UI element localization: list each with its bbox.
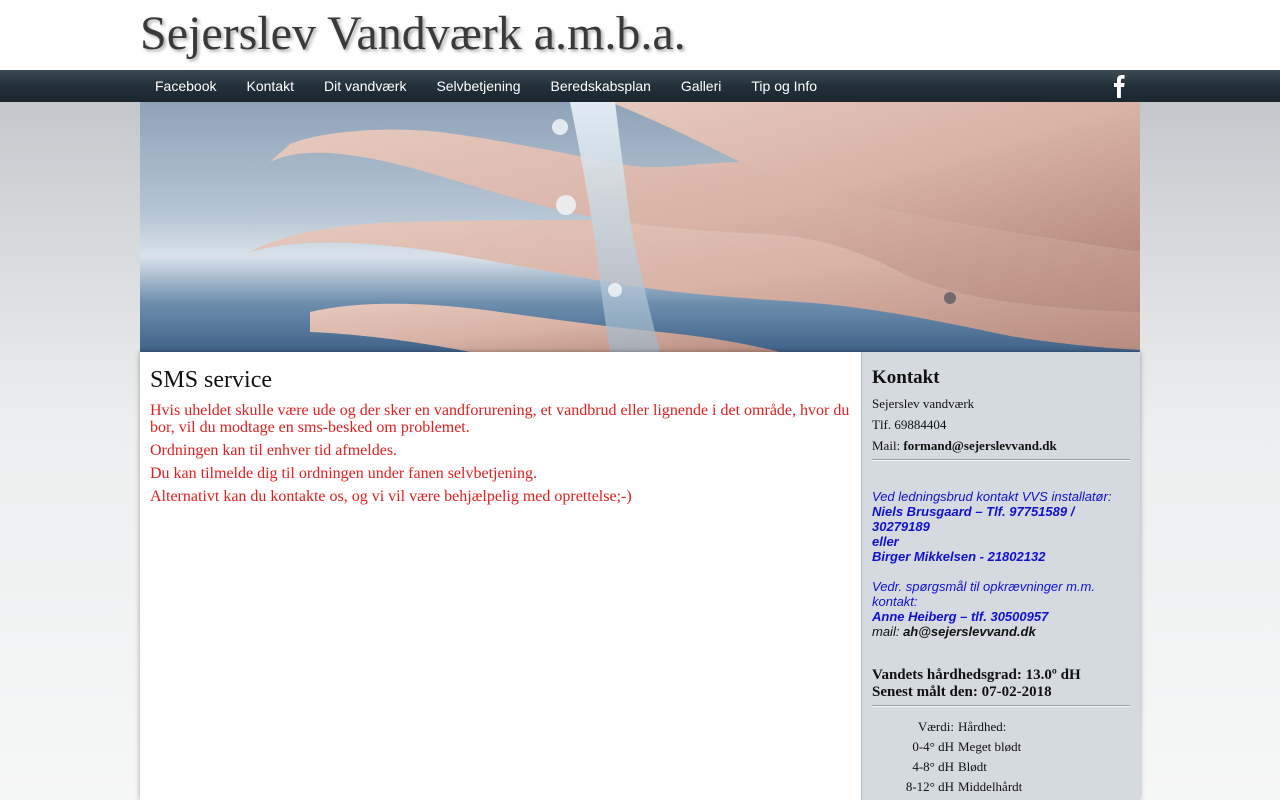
table-header-value: Værdi: [917,719,954,734]
nav-item-facebook[interactable]: Facebook [155,78,217,94]
sidebar [861,352,1140,800]
contact-phone: Tlf. 69884404 [872,417,947,432]
billing-info [872,579,1130,639]
divider [872,459,1130,461]
table-cell-value: 4-8° dH [912,759,954,774]
sidebar-heading: Kontakt [872,367,940,388]
billing-intro: Vedr. spørgsmål til opkrævninger m.m. kontakt: [872,579,1095,609]
table-row [872,757,1024,777]
paragraph-intro: Hvis uheldet skulle være ude og der sker en vandforurening, et vandbrud eller lignende i det område, hvor du bor, vil du modtage en sms-besked om problemet. [150,402,850,436]
content-panel [140,352,1140,800]
leak-contact-1: Niels Brusgaard – Tlf. 97751589 / 30279189 [872,504,1075,534]
nav-bar [0,70,1280,102]
table-cell-label: Middelhårdt [958,779,1023,794]
banner-image [140,102,1140,352]
sidebar-content [872,366,1130,797]
nav-item-beredskabsplan[interactable]: Beredskabsplan [550,78,651,94]
table-header-row [872,717,1024,737]
nav-item-galleri[interactable]: Galleri [680,78,722,94]
paragraph-signup: Du kan tilmelde dig til ordningen under fanen selvbetjening. [150,465,538,482]
table-cell-value: 0-4° dH [912,739,954,754]
table-cell-value: 8-12° dH [905,779,954,794]
leak-or: eller [872,534,899,549]
contact-mail-link[interactable]: formand@sejerslevvand.dk [903,438,1057,453]
main-nav [140,70,832,102]
table-row [872,737,1024,757]
table-header-hardness: Hårdhed: [958,719,1007,734]
main-content [150,366,850,511]
contact-name: Sejerslev vandværk [872,396,975,411]
table-cell-label: Meget blødt [958,739,1022,754]
contact-mail-label: Mail: [872,438,904,453]
site-title[interactable]: Sejerslev Vandværk a.m.b.a. [140,7,686,60]
paragraph-unsubscribe: Ordningen kan til enhver tid afmeldes. [150,442,398,459]
hand-water-illustration [140,102,1140,352]
nav-item-selvbetjening[interactable]: Selvbetjening [436,78,521,94]
table-cell-label: Blødt [958,759,987,774]
nav-item-kontakt[interactable]: Kontakt [246,78,294,94]
billing-mail-link[interactable]: ah@sejerslevvand.dk [903,624,1036,639]
page-heading: SMS service [150,367,272,393]
billing-mail-label: mail: [872,624,904,639]
leak-intro: Ved ledningsbrud kontakt VVS installatør: [872,489,1112,504]
table-row [872,777,1024,797]
nav-item-tip-og-info[interactable]: Tip og Info [751,78,818,94]
divider [872,705,1130,707]
nav-item-dit-vandvaerk[interactable]: Dit vandværk [323,78,407,94]
facebook-icon[interactable] [1110,74,1130,98]
hardness-info [872,667,1130,701]
paragraph-alternative: Alternativt kan du kontakte os, og vi vil være behjælpelig med oprettelse;-) [150,488,632,505]
hardness-table [872,717,1024,797]
leak-contact-2: Birger Mikkelsen - 21802132 [872,549,1046,564]
billing-contact: Anne Heiberg – tlf. 30500957 [872,609,1049,624]
contact-mail [872,438,1130,453]
hardness-value: Vandets hårdhedsgrad: 13.0º dH [872,667,1081,683]
site-header [0,0,1280,70]
leak-info [872,489,1130,564]
hardness-date: Senest målt den: 07-02-2018 [872,684,1052,700]
